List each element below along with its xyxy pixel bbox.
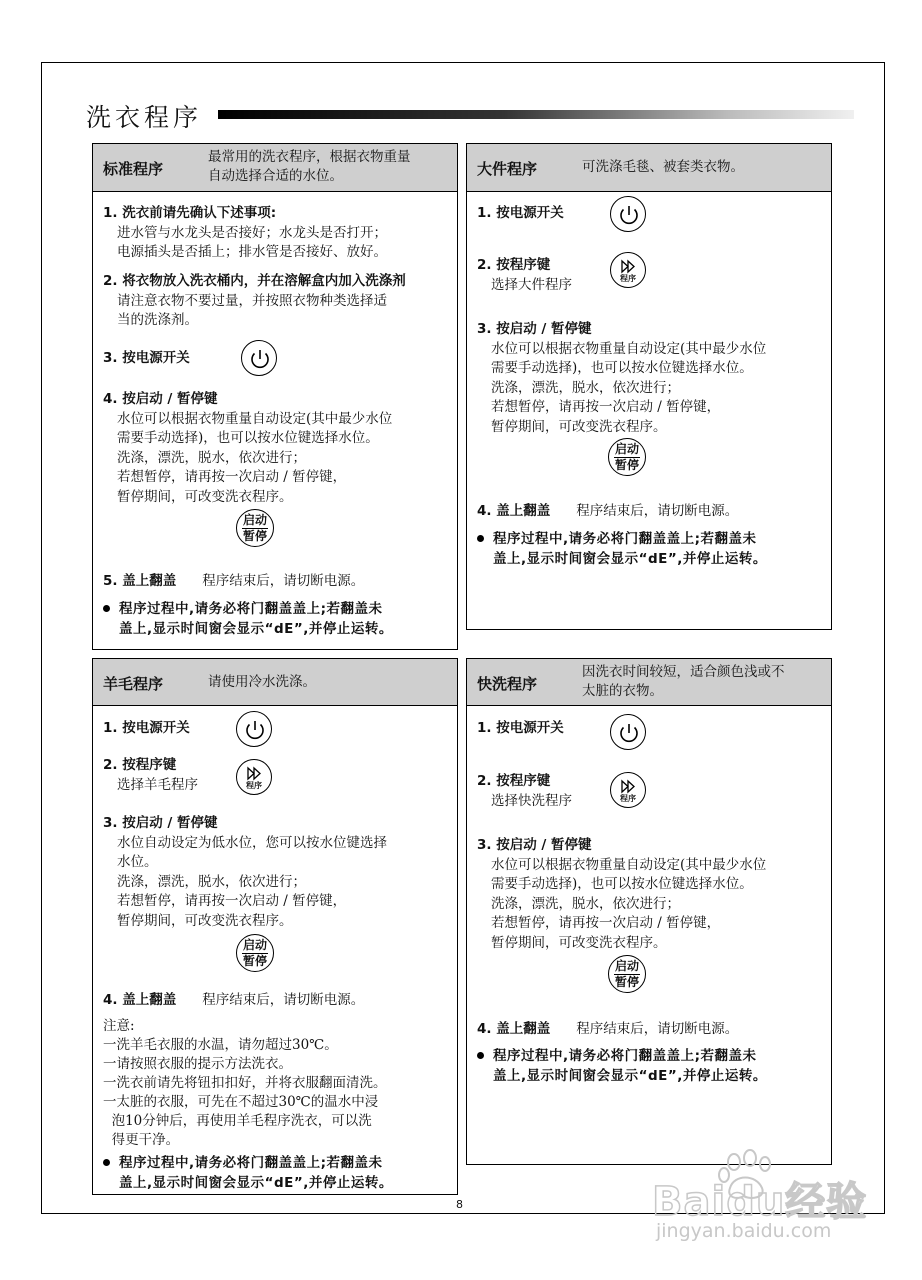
panel-standard xyxy=(92,143,458,650)
program-desc: 最常用的洗衣程序，根据衣物重量 自动选择合适的水位。 xyxy=(208,149,411,184)
step-2: 2. 按程序键 选择快洗程序 xyxy=(477,773,572,809)
program-desc: 因洗衣时间较短，适合颜色浅或不 太脏的衣物。 xyxy=(582,664,785,699)
step-3: 3. 按电源开关 xyxy=(103,350,190,366)
program-name: 标准程序 xyxy=(103,160,164,178)
step-2: 2. 将衣物放入洗衣桶内，并在溶解盒内加入洗涤剂 请注意衣物不要过量，并按照衣物种类选择适 当的洗涤剂。 xyxy=(103,273,406,328)
panel-bulky xyxy=(466,143,832,630)
page-title: 洗衣程序 xyxy=(86,103,203,132)
step-4: 4. 盖上翻盖 程序结束后，请切断电源。 xyxy=(103,992,365,1008)
bullet-icon xyxy=(103,605,110,612)
program-icon: 程序 xyxy=(610,252,646,288)
program-name: 大件程序 xyxy=(477,160,538,178)
panel-header xyxy=(467,659,831,706)
power-icon xyxy=(241,340,277,376)
start-pause-icon: 启动 暂停 xyxy=(608,955,646,993)
watermark-url: jingyan.baidu.com xyxy=(656,1220,832,1242)
power-icon xyxy=(610,196,646,232)
step-4: 4. 按启动 / 暂停键 水位可以根据衣物重量自动设定(其中最少水位 需要手动选择)，也可以按水位键选择水位。 洗涤，漂洗，脱水，依次进行； 若想暂停，请再按一次启动 / 暂停键， 暂停期间，可改变洗衣程序。 xyxy=(103,391,393,505)
watermark xyxy=(652,1148,882,1248)
program-icon: 程序 xyxy=(236,759,272,795)
step-2: 2. 按程序键 选择大件程序 xyxy=(477,257,572,293)
step-1: 1. 洗衣前请先确认下述事项: 进水管与水龙头是否接好；水龙头是否打开； 电源插头是否插上；排水管是否接好、放好。 xyxy=(103,205,387,260)
bullet-icon xyxy=(103,1159,110,1166)
program-name: 羊毛程序 xyxy=(103,675,164,693)
warning-note: 程序过程中,请务必将门翻盖盖上;若翻盖未 盖上,显示时间窗会显示“dE”,并停止运转。 xyxy=(103,1153,393,1193)
panel-header xyxy=(467,144,831,192)
power-icon xyxy=(610,714,646,750)
step-1: 1. 按电源开关 xyxy=(477,205,564,221)
wool-notes: 注意: 一洗羊毛衣服的水温，请勿超过30℃。 一请按照衣服的提示方法洗衣。 一洗衣前请先将钮扣扣好，并将衣服翻面清洗。 一太脏的衣服，可先在不超过30℃的温水中浸 泡10分钟后，再使用羊毛程序洗衣，可以洗 得更干净。 xyxy=(103,1018,387,1148)
page-number: 8 xyxy=(456,1198,463,1211)
step-3: 3. 按启动 / 暂停键 水位可以根据衣物重量自动设定(其中最少水位 需要手动选择)，也可以按水位键选择水位。 洗涤，漂洗，脱水，依次进行； 若想暂停，请再按一次启动 / 暂停键， 暂停期间，可改变洗衣程序。 xyxy=(477,837,767,951)
warning-note: 程序过程中,请务必将门翻盖盖上;若翻盖未 盖上,显示时间窗会显示“dE”,并停止运转。 xyxy=(477,1046,767,1086)
step-2: 2. 按程序键 选择羊毛程序 xyxy=(103,757,198,793)
panel-header xyxy=(93,659,457,706)
watermark-brand: Baidu经验 xyxy=(652,1179,868,1225)
program-name: 快洗程序 xyxy=(477,675,538,693)
power-icon xyxy=(236,711,272,747)
step-4: 4. 盖上翻盖 程序结束后，请切断电源。 xyxy=(477,503,739,519)
step-1: 1. 按电源开关 xyxy=(103,720,190,736)
step-5: 5. 盖上翻盖 程序结束后，请切断电源。 xyxy=(103,573,365,589)
panel-quick xyxy=(466,658,832,1165)
program-desc: 请使用冷水洗涤。 xyxy=(208,674,316,690)
start-pause-icon: 启动 暂停 xyxy=(236,509,274,547)
step-4: 4. 盖上翻盖 程序结束后，请切断电源。 xyxy=(477,1021,739,1037)
panel-wool xyxy=(92,658,458,1195)
title-gradient-bar xyxy=(218,110,854,119)
program-icon: 程序 xyxy=(610,772,646,808)
panel-header xyxy=(93,144,457,192)
start-pause-icon: 启动 暂停 xyxy=(608,438,646,476)
step-3: 3. 按启动 / 暂停键 水位自动设定为低水位，您可以按水位键选择 水位。 洗涤，漂洗，脱水，依次进行； 若想暂停，请再按一次启动 / 暂停键， 暂停期间，可改变洗衣程序。 xyxy=(103,815,387,929)
step-3: 3. 按启动 / 暂停键 水位可以根据衣物重量自动设定(其中最少水位 需要手动选择)，也可以按水位键选择水位。 洗涤，漂洗，脱水，依次进行； 若想暂停，请再按一次启动 / 暂停键， 暂停期间，可改变洗衣程序。 xyxy=(477,321,767,435)
bullet-icon xyxy=(477,1052,484,1059)
warning-note: 程序过程中,请务必将门翻盖盖上;若翻盖未 盖上,显示时间窗会显示“dE”,并停止运转。 xyxy=(103,599,393,639)
start-pause-icon: 启动 暂停 xyxy=(236,934,274,972)
step-1: 1. 按电源开关 xyxy=(477,720,564,736)
bullet-icon xyxy=(477,535,484,542)
warning-note: 程序过程中,请务必将门翻盖盖上;若翻盖未 盖上,显示时间窗会显示“dE”,并停止运转。 xyxy=(477,529,767,569)
program-desc: 可洗涤毛毯、被套类衣物。 xyxy=(582,159,744,175)
